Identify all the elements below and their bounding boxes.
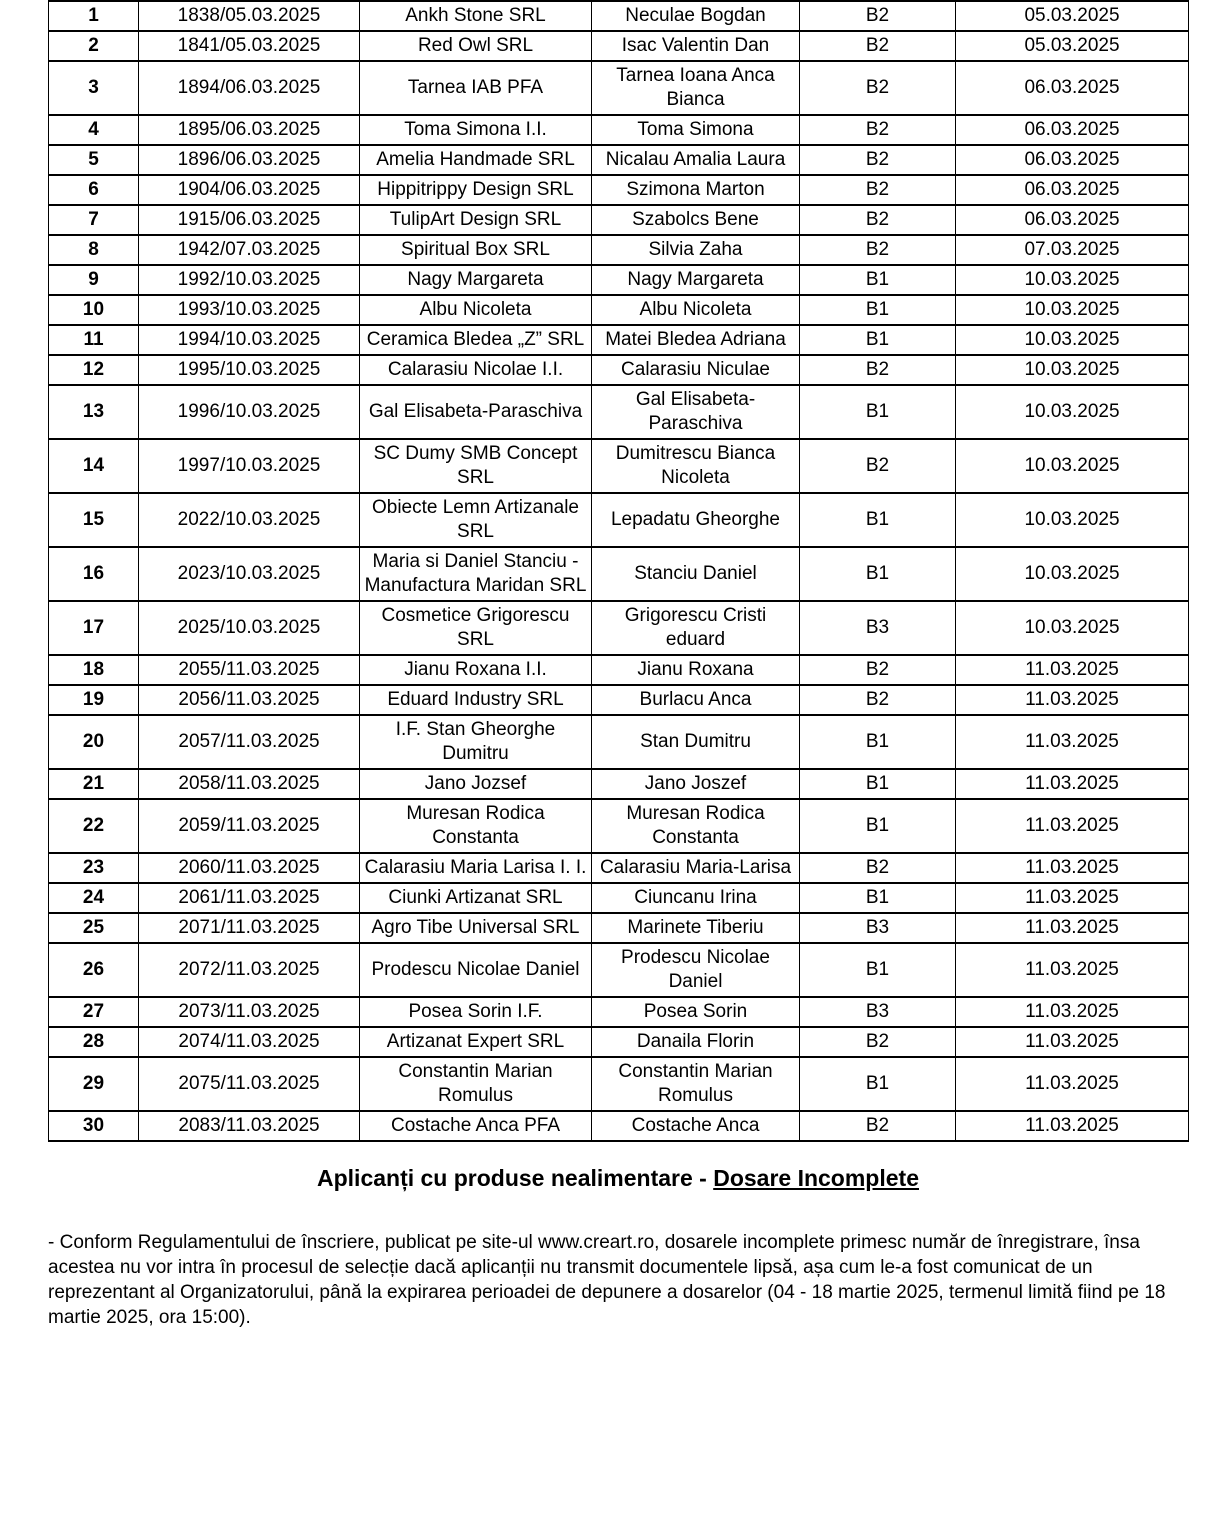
registration-number-cell: 2071/11.03.2025: [139, 913, 360, 943]
representative-name-cell: Posea Sorin: [592, 997, 800, 1027]
category-cell: B1: [800, 325, 956, 355]
applicant-name-cell: I.F. Stan Gheorghe Dumitru: [360, 715, 592, 769]
representative-name-cell: Toma Simona: [592, 115, 800, 145]
representative-name-cell: Marinete Tiberiu: [592, 913, 800, 943]
registration-number-cell: 1904/06.03.2025: [139, 175, 360, 205]
date-cell: 10.03.2025: [956, 355, 1189, 385]
representative-name-cell: Jano Joszef: [592, 769, 800, 799]
table-row: [49, 115, 1189, 145]
category-cell: B1: [800, 265, 956, 295]
row-number-cell: 18: [49, 655, 139, 685]
row-number-cell: 2: [49, 31, 139, 61]
date-cell: 06.03.2025: [956, 205, 1189, 235]
date-cell: 11.03.2025: [956, 769, 1189, 799]
row-number-cell: 15: [49, 493, 139, 547]
date-cell: 11.03.2025: [956, 853, 1189, 883]
row-number-cell: 19: [49, 685, 139, 715]
table-row: [49, 493, 1189, 547]
registration-number-cell: 2059/11.03.2025: [139, 799, 360, 853]
table-row: [49, 1111, 1189, 1141]
row-number-cell: 4: [49, 115, 139, 145]
applicant-name-cell: Ciunki Artizanat SRL: [360, 883, 592, 913]
date-cell: 11.03.2025: [956, 997, 1189, 1027]
row-number-cell: 29: [49, 1057, 139, 1111]
representative-name-cell: Muresan Rodica Constanta: [592, 799, 800, 853]
table-row: [49, 1057, 1189, 1111]
representative-name-cell: Burlacu Anca: [592, 685, 800, 715]
representative-name-cell: Prodescu Nicolae Daniel: [592, 943, 800, 997]
date-cell: 11.03.2025: [956, 943, 1189, 997]
category-cell: B2: [800, 655, 956, 685]
applicant-name-cell: Nagy Margareta: [360, 265, 592, 295]
applicant-name-cell: SC Dumy SMB Concept SRL: [360, 439, 592, 493]
registration-number-cell: 2057/11.03.2025: [139, 715, 360, 769]
registration-number-cell: 2022/10.03.2025: [139, 493, 360, 547]
category-cell: B1: [800, 295, 956, 325]
category-cell: B1: [800, 943, 956, 997]
table-row: [49, 355, 1189, 385]
registration-number-cell: 2060/11.03.2025: [139, 853, 360, 883]
representative-name-cell: Calarasiu Niculae: [592, 355, 800, 385]
representative-name-cell: Szabolcs Bene: [592, 205, 800, 235]
table-row: [49, 883, 1189, 913]
applicant-name-cell: Amelia Handmade SRL: [360, 145, 592, 175]
table-row: [49, 853, 1189, 883]
row-number-cell: 11: [49, 325, 139, 355]
table-row: [49, 1, 1189, 31]
table-row: [49, 235, 1189, 265]
row-number-cell: 12: [49, 355, 139, 385]
applicant-name-cell: Cosmetice Grigorescu SRL: [360, 601, 592, 655]
date-cell: 10.03.2025: [956, 601, 1189, 655]
table-row: [49, 205, 1189, 235]
registration-number-cell: 1992/10.03.2025: [139, 265, 360, 295]
applicant-name-cell: Ceramica Bledea „Z” SRL: [360, 325, 592, 355]
date-cell: 11.03.2025: [956, 715, 1189, 769]
section-title-prefix: Aplicanți cu produse nealimentare -: [317, 1165, 714, 1191]
row-number-cell: 26: [49, 943, 139, 997]
row-number-cell: 1: [49, 1, 139, 31]
representative-name-cell: Constantin Marian Romulus: [592, 1057, 800, 1111]
table-row: [49, 145, 1189, 175]
category-cell: B3: [800, 997, 956, 1027]
registration-number-cell: 2025/10.03.2025: [139, 601, 360, 655]
representative-name-cell: Nagy Margareta: [592, 265, 800, 295]
representative-name-cell: Isac Valentin Dan: [592, 31, 800, 61]
applicant-name-cell: TulipArt Design SRL: [360, 205, 592, 235]
representative-name-cell: Danaila Florin: [592, 1027, 800, 1057]
row-number-cell: 13: [49, 385, 139, 439]
row-number-cell: 9: [49, 265, 139, 295]
category-cell: B2: [800, 31, 956, 61]
representative-name-cell: Gal Elisabeta-Paraschiva: [592, 385, 800, 439]
applicant-name-cell: Agro Tibe Universal SRL: [360, 913, 592, 943]
applicants-table: [48, 0, 1189, 1142]
date-cell: 11.03.2025: [956, 913, 1189, 943]
representative-name-cell: Ciuncanu Irina: [592, 883, 800, 913]
category-cell: B2: [800, 1027, 956, 1057]
applicant-name-cell: Hippitrippy Design SRL: [360, 175, 592, 205]
row-number-cell: 16: [49, 547, 139, 601]
registration-number-cell: 1895/06.03.2025: [139, 115, 360, 145]
date-cell: 10.03.2025: [956, 439, 1189, 493]
row-number-cell: 6: [49, 175, 139, 205]
applicant-name-cell: Costache Anca PFA: [360, 1111, 592, 1141]
section-title-underlined: Dosare Incomplete: [713, 1165, 919, 1191]
date-cell: 06.03.2025: [956, 115, 1189, 145]
table-row: [49, 385, 1189, 439]
date-cell: 10.03.2025: [956, 385, 1189, 439]
registration-number-cell: 2055/11.03.2025: [139, 655, 360, 685]
registration-number-cell: 1942/07.03.2025: [139, 235, 360, 265]
representative-name-cell: Grigorescu Cristi eduard: [592, 601, 800, 655]
table-row: [49, 61, 1189, 115]
category-cell: B2: [800, 685, 956, 715]
table-row: [49, 265, 1189, 295]
category-cell: B1: [800, 883, 956, 913]
category-cell: B2: [800, 115, 956, 145]
registration-number-cell: 1994/10.03.2025: [139, 325, 360, 355]
table-row: [49, 1027, 1189, 1057]
registration-number-cell: 1997/10.03.2025: [139, 439, 360, 493]
row-number-cell: 22: [49, 799, 139, 853]
table-row: [49, 547, 1189, 601]
date-cell: 10.03.2025: [956, 325, 1189, 355]
registration-number-cell: 1915/06.03.2025: [139, 205, 360, 235]
registration-number-cell: 1896/06.03.2025: [139, 145, 360, 175]
table-row: [49, 295, 1189, 325]
date-cell: 06.03.2025: [956, 145, 1189, 175]
representative-name-cell: Dumitrescu Bianca Nicoleta: [592, 439, 800, 493]
date-cell: 05.03.2025: [956, 31, 1189, 61]
table-row: [49, 715, 1189, 769]
category-cell: B1: [800, 385, 956, 439]
registration-number-cell: 2073/11.03.2025: [139, 997, 360, 1027]
applicant-name-cell: Eduard Industry SRL: [360, 685, 592, 715]
table-row: [49, 31, 1189, 61]
table-row: [49, 913, 1189, 943]
representative-name-cell: Stanciu Daniel: [592, 547, 800, 601]
table-row: [49, 325, 1189, 355]
row-number-cell: 21: [49, 769, 139, 799]
representative-name-cell: Albu Nicoleta: [592, 295, 800, 325]
table-row: [49, 685, 1189, 715]
category-cell: B2: [800, 1, 956, 31]
applicant-name-cell: Obiecte Lemn Artizanale SRL: [360, 493, 592, 547]
registration-number-cell: 2023/10.03.2025: [139, 547, 360, 601]
category-cell: B2: [800, 439, 956, 493]
registration-number-cell: 1995/10.03.2025: [139, 355, 360, 385]
applicant-name-cell: Jianu Roxana I.I.: [360, 655, 592, 685]
representative-name-cell: Silvia Zaha: [592, 235, 800, 265]
category-cell: B1: [800, 547, 956, 601]
representative-name-cell: Stan Dumitru: [592, 715, 800, 769]
category-cell: B2: [800, 355, 956, 385]
section-title: [48, 1164, 1188, 1192]
applicant-name-cell: Calarasiu Maria Larisa I. I.: [360, 853, 592, 883]
date-cell: 10.03.2025: [956, 265, 1189, 295]
date-cell: 10.03.2025: [956, 493, 1189, 547]
applicant-name-cell: Posea Sorin I.F.: [360, 997, 592, 1027]
applicant-name-cell: Muresan Rodica Constanta: [360, 799, 592, 853]
category-cell: B1: [800, 715, 956, 769]
date-cell: 07.03.2025: [956, 235, 1189, 265]
registration-number-cell: 1894/06.03.2025: [139, 61, 360, 115]
row-number-cell: 27: [49, 997, 139, 1027]
registration-number-cell: 1996/10.03.2025: [139, 385, 360, 439]
date-cell: 11.03.2025: [956, 1027, 1189, 1057]
category-cell: B2: [800, 145, 956, 175]
category-cell: B3: [800, 913, 956, 943]
applicant-name-cell: Prodescu Nicolae Daniel: [360, 943, 592, 997]
representative-name-cell: Lepadatu Gheorghe: [592, 493, 800, 547]
table-row: [49, 799, 1189, 853]
category-cell: B2: [800, 205, 956, 235]
applicant-name-cell: Calarasiu Nicolae I.I.: [360, 355, 592, 385]
date-cell: 06.03.2025: [956, 175, 1189, 205]
registration-number-cell: 2075/11.03.2025: [139, 1057, 360, 1111]
applicant-name-cell: Maria si Daniel Stanciu - Manufactura Maridan SRL: [360, 547, 592, 601]
registration-number-cell: 2061/11.03.2025: [139, 883, 360, 913]
table-row: [49, 175, 1189, 205]
category-cell: B1: [800, 799, 956, 853]
representative-name-cell: Tarnea Ioana Anca Bianca: [592, 61, 800, 115]
date-cell: 11.03.2025: [956, 655, 1189, 685]
representative-name-cell: Szimona Marton: [592, 175, 800, 205]
row-number-cell: 7: [49, 205, 139, 235]
row-number-cell: 10: [49, 295, 139, 325]
date-cell: 06.03.2025: [956, 61, 1189, 115]
table-row: [49, 943, 1189, 997]
registration-number-cell: 2074/11.03.2025: [139, 1027, 360, 1057]
registration-number-cell: 1841/05.03.2025: [139, 31, 360, 61]
row-number-cell: 30: [49, 1111, 139, 1141]
table-row: [49, 601, 1189, 655]
row-number-cell: 14: [49, 439, 139, 493]
category-cell: B2: [800, 61, 956, 115]
date-cell: 11.03.2025: [956, 1057, 1189, 1111]
row-number-cell: 3: [49, 61, 139, 115]
date-cell: 11.03.2025: [956, 685, 1189, 715]
date-cell: 10.03.2025: [956, 547, 1189, 601]
registration-number-cell: 2058/11.03.2025: [139, 769, 360, 799]
applicant-name-cell: Artizanat Expert SRL: [360, 1027, 592, 1057]
representative-name-cell: Matei Bledea Adriana: [592, 325, 800, 355]
date-cell: 11.03.2025: [956, 883, 1189, 913]
applicants-table-body: [49, 1, 1189, 1141]
category-cell: B2: [800, 1111, 956, 1141]
applicant-name-cell: Toma Simona I.I.: [360, 115, 592, 145]
registration-number-cell: 1838/05.03.2025: [139, 1, 360, 31]
category-cell: B3: [800, 601, 956, 655]
row-number-cell: 28: [49, 1027, 139, 1057]
registration-number-cell: 2056/11.03.2025: [139, 685, 360, 715]
note-paragraph: - Conform Regulamentului de înscriere, publicat pe site-ul www.creart.ro, dosarele incomplete primesc număr de înregistrare, însa acestea nu vor intra în procesul de selecție dacă aplicanții nu transmit documentele lipsă, așa cum le-a fost comunicat de un reprezentant al Organizatorului, până la expirarea perioadei de depunere a dosarelor (04 - 18 martie 2025, termenul limită fiind pe 18 martie 2025, ora 15:00).: [48, 1232, 1166, 1328]
row-number-cell: 8: [49, 235, 139, 265]
registration-number-cell: 2083/11.03.2025: [139, 1111, 360, 1141]
table-row: [49, 655, 1189, 685]
representative-name-cell: Jianu Roxana: [592, 655, 800, 685]
applicant-name-cell: Gal Elisabeta-Paraschiva: [360, 385, 592, 439]
applicant-name-cell: Ankh Stone SRL: [360, 1, 592, 31]
applicant-name-cell: Jano Jozsef: [360, 769, 592, 799]
row-number-cell: 5: [49, 145, 139, 175]
representative-name-cell: Nicalau Amalia Laura: [592, 145, 800, 175]
applicant-name-cell: Tarnea IAB PFA: [360, 61, 592, 115]
date-cell: 11.03.2025: [956, 799, 1189, 853]
applicant-name-cell: Red Owl SRL: [360, 31, 592, 61]
representative-name-cell: Calarasiu Maria-Larisa: [592, 853, 800, 883]
category-cell: B1: [800, 769, 956, 799]
table-row: [49, 439, 1189, 493]
date-cell: 10.03.2025: [956, 295, 1189, 325]
category-cell: B1: [800, 493, 956, 547]
category-cell: B2: [800, 175, 956, 205]
registration-number-cell: 1993/10.03.2025: [139, 295, 360, 325]
category-cell: B2: [800, 853, 956, 883]
category-cell: B2: [800, 235, 956, 265]
row-number-cell: 20: [49, 715, 139, 769]
representative-name-cell: Costache Anca: [592, 1111, 800, 1141]
applicant-name-cell: Albu Nicoleta: [360, 295, 592, 325]
registration-number-cell: 2072/11.03.2025: [139, 943, 360, 997]
table-row: [49, 769, 1189, 799]
category-cell: B1: [800, 1057, 956, 1111]
representative-name-cell: Neculae Bogdan: [592, 1, 800, 31]
applicant-name-cell: Constantin Marian Romulus: [360, 1057, 592, 1111]
row-number-cell: 25: [49, 913, 139, 943]
date-cell: 05.03.2025: [956, 1, 1189, 31]
date-cell: 11.03.2025: [956, 1111, 1189, 1141]
row-number-cell: 23: [49, 853, 139, 883]
table-row: [49, 997, 1189, 1027]
applicant-name-cell: Spiritual Box SRL: [360, 235, 592, 265]
row-number-cell: 24: [49, 883, 139, 913]
row-number-cell: 17: [49, 601, 139, 655]
